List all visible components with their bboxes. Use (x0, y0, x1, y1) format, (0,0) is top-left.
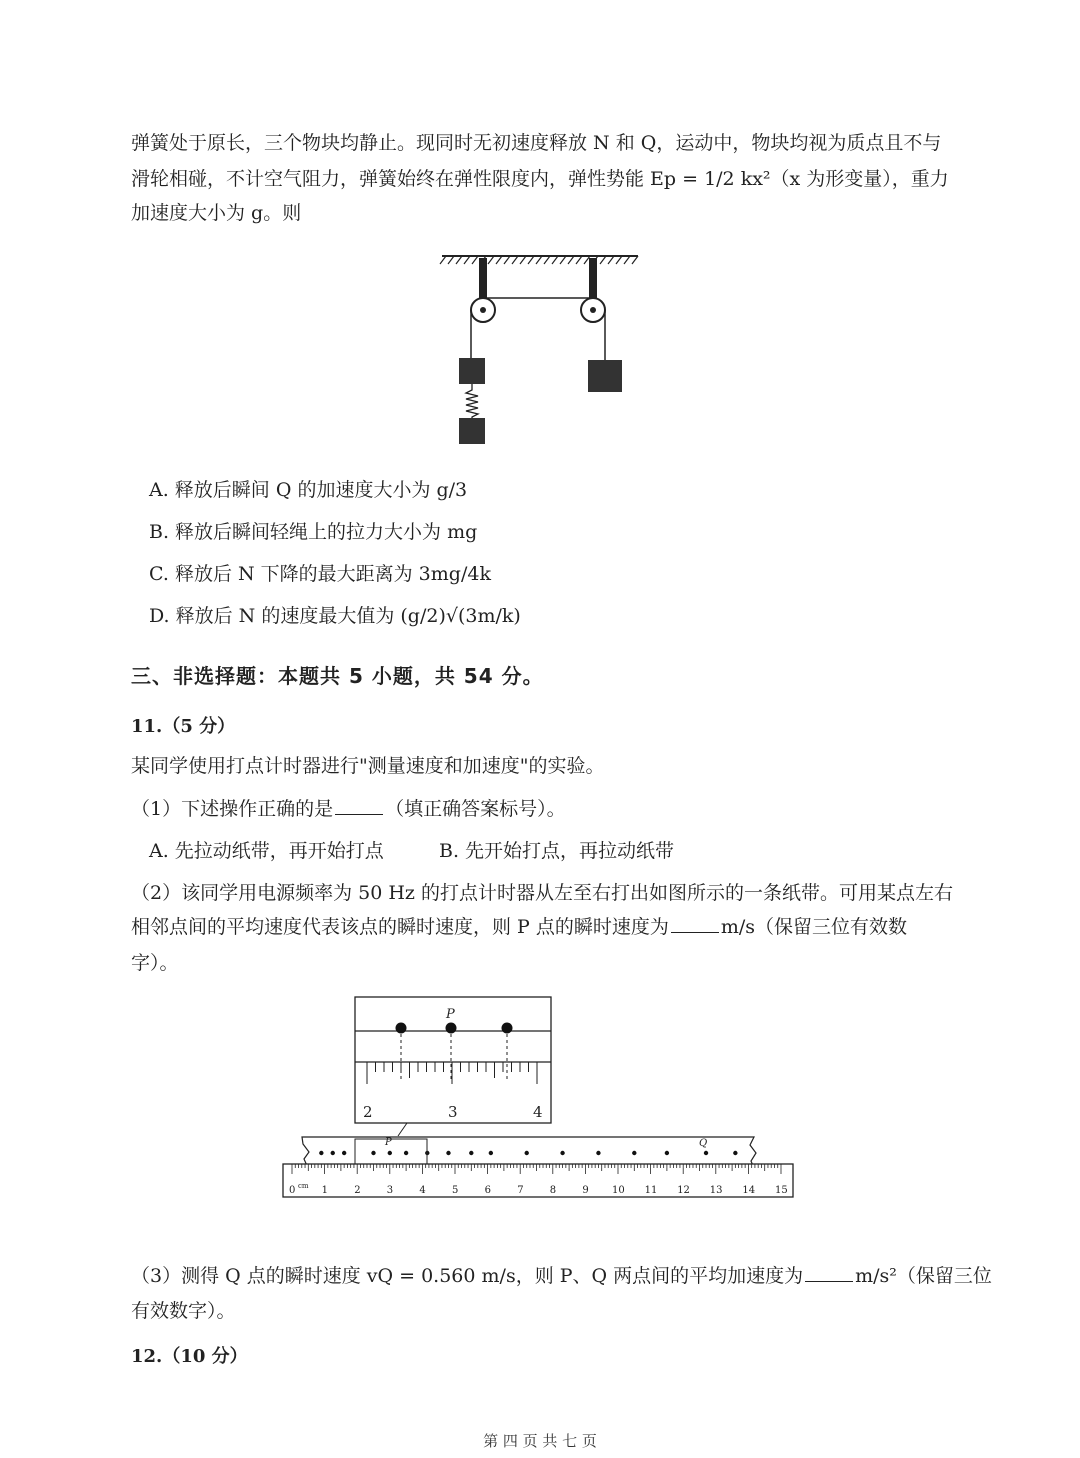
q11-part1-before: （1）下述操作正确的是 (131, 798, 334, 820)
zoom-tick-2: 2 (363, 1103, 373, 1121)
q11-part3-line1 (131, 1263, 992, 1289)
tape-dot (632, 1151, 636, 1155)
tape-dot (489, 1151, 493, 1155)
intro-line-2: 滑轮相碰，不计空气阻力，弹簧始终在弹性限度内，弹性势能 Ep = 1/2 kx²（x 为形变量），重力 (131, 168, 949, 190)
tape-dot (525, 1151, 529, 1155)
tape-dot (342, 1151, 346, 1155)
q11-choice-a: A. 先拉动纸带，再开始打点 (149, 840, 384, 862)
tape-dot (446, 1151, 450, 1155)
intro-line-1: 弹簧处于原长，三个物块均静止。现同时无初速度释放 N 和 Q，运动中，物块均视为质点且不与 (131, 132, 942, 154)
ruler-label: 11 (644, 1185, 658, 1196)
zoom-dot (502, 1023, 513, 1034)
tape-dot (331, 1151, 335, 1155)
ruler-label: 4 (419, 1185, 426, 1196)
pulley-figure (440, 248, 640, 448)
zoom-dot (396, 1023, 407, 1034)
q11-part1 (131, 796, 566, 822)
option-b: B. 释放后瞬间轻绳上的拉力大小为 mg (149, 521, 478, 543)
q11-part1-after: （填正确答案标号）。 (385, 798, 566, 820)
tape-dot (469, 1151, 473, 1155)
tape-dot (596, 1151, 600, 1155)
ruler-label: 1 (321, 1185, 328, 1196)
ruler-label: 2 (354, 1185, 361, 1196)
section-heading: 三、非选择题：本题共 5 小题，共 54 分。 (131, 664, 544, 688)
tape-dot (665, 1151, 669, 1155)
ruler-label: 12 (677, 1185, 690, 1196)
q11-part2-after: m/s（保留三位有效数 (720, 916, 908, 938)
q11-part3-after: m/s²（保留三位 (855, 1265, 992, 1287)
q12-number: 12.（10 分） (131, 1346, 248, 1367)
tape-dot (371, 1151, 375, 1155)
tape-dot (404, 1151, 408, 1155)
option-a: A. 释放后瞬间 Q 的加速度大小为 g/3 (149, 479, 468, 501)
page-footer: 第 四 页 共 七 页 (483, 1432, 597, 1450)
tape-dot (733, 1151, 737, 1155)
ruler-label: 13 (709, 1185, 723, 1196)
q11-part2-line1: （2）该同学用电源频率为 50 Hz 的打点计时器从左至右打出如图所示的一条纸带。可用某点左右 (131, 882, 953, 904)
ruler-label: 7 (517, 1185, 524, 1196)
tape-figure (280, 994, 800, 1204)
ruler-label: 8 (549, 1185, 557, 1196)
ruler-label: 10 (612, 1185, 625, 1196)
q11-part2-line3: 字）。 (131, 952, 179, 974)
tape-label-q: Q (699, 1138, 708, 1149)
q11-part3-before: （3）测得 Q 点的瞬时速度 vQ = 0.560 m/s，则 P、Q 两点间的平均加速度为 (131, 1265, 804, 1287)
tape-dot (704, 1151, 708, 1155)
tape-dot (319, 1151, 323, 1155)
ruler-unit: cm (298, 1182, 309, 1190)
option-c: C. 释放后 N 下降的最大距离为 3mg/4k (149, 563, 491, 585)
tape-label-p: P (385, 1137, 392, 1148)
zoom-tick-4: 4 (533, 1103, 543, 1121)
q11-stem: 某同学使用打点计时器进行"测量速度和加速度"的实验。 (131, 755, 605, 777)
answer-blank[interactable] (335, 813, 383, 815)
q11-number: 11.（5 分） (131, 716, 236, 737)
zoom-tick-3: 3 (448, 1103, 458, 1121)
ruler-label: 9 (582, 1185, 589, 1196)
ruler-label: 5 (452, 1185, 459, 1196)
ruler-label: 6 (484, 1185, 491, 1196)
intro-line-3: 加速度大小为 g。则 (131, 202, 302, 224)
tape-dot (560, 1151, 564, 1155)
option-d: D. 释放后 N 的速度最大值为 (g/2)√(3m/k) (149, 605, 521, 627)
q11-part3-line2: 有效数字）。 (131, 1300, 236, 1322)
ruler-label: 0 (289, 1185, 296, 1196)
tape-dot (388, 1151, 392, 1155)
q11-part2-line2 (131, 914, 907, 940)
zoom-label-p: P (446, 1007, 455, 1022)
ruler-label: 15 (775, 1185, 788, 1196)
zoom-dot-p (446, 1023, 457, 1034)
q11-choice-b: B. 先开始打点，再拉动纸带 (439, 840, 675, 862)
q11-part2-before: 相邻点间的平均速度代表该点的瞬时速度，则 P 点的瞬时速度为 (131, 916, 669, 938)
ruler-label: 3 (386, 1185, 394, 1196)
ruler-label: 14 (742, 1185, 756, 1196)
answer-blank[interactable] (671, 931, 719, 933)
answer-blank[interactable] (805, 1280, 853, 1282)
